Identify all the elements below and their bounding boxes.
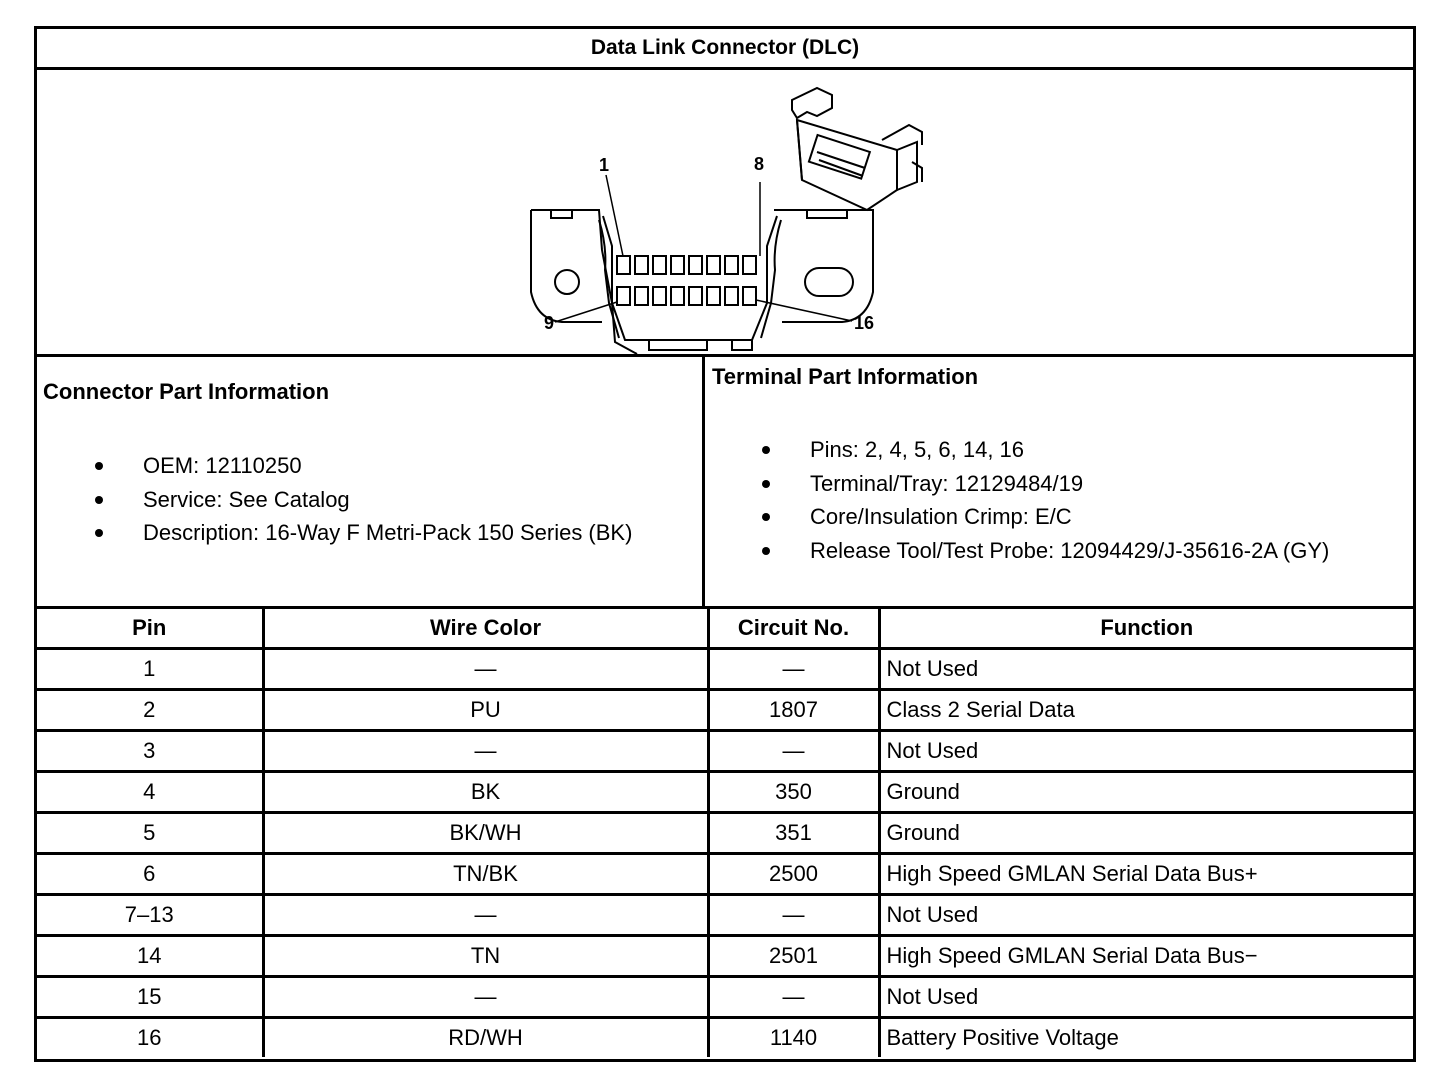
cell-wire-color: — xyxy=(263,977,708,1018)
leader-line-pin-9 xyxy=(555,302,617,322)
cell-circuit: — xyxy=(708,731,879,772)
connector-face xyxy=(531,210,873,354)
cell-wire-color: TN xyxy=(263,936,708,977)
connector-illustration xyxy=(37,70,1413,354)
cell-function: Battery Positive Voltage xyxy=(886,1025,1119,1050)
cell-circuit: 1140 xyxy=(708,1018,879,1058)
cell-wire-color: — xyxy=(263,731,708,772)
cell-circuit: — xyxy=(708,977,879,1018)
bullet-icon xyxy=(762,513,770,521)
cell-circuit: 2501 xyxy=(708,936,879,977)
cell-pin: 14 xyxy=(37,936,263,977)
table-row xyxy=(37,895,1413,936)
pin-label-9: 9 xyxy=(544,313,555,333)
cell-function: Not Used xyxy=(879,977,1413,1018)
connector-diagram xyxy=(37,70,1413,357)
cell-pin: 4 xyxy=(37,772,263,813)
bullet-icon xyxy=(762,480,770,488)
terminal-info-heading: Terminal Part Information xyxy=(712,364,979,389)
leader-line-pin-1 xyxy=(606,175,623,256)
cell-wire-color: PU xyxy=(263,690,708,731)
table-header-row xyxy=(37,609,1413,649)
cell-function: Ground xyxy=(879,813,1413,854)
table-row xyxy=(37,936,1413,977)
table-row xyxy=(37,649,1413,690)
pin-label-8: 8 xyxy=(754,154,765,174)
cell-wire-color: BK xyxy=(263,772,708,813)
cell-function: Not Used xyxy=(879,649,1413,690)
cell-circuit: 1807 xyxy=(708,690,879,731)
cell-pin: 15 xyxy=(37,977,263,1018)
pin-row-bottom xyxy=(617,287,756,305)
header-wire-color: Wire Color xyxy=(263,609,708,649)
connector-part-info: Connector Part Information OEM: 12110250 Service: See Catalog Description: 16-Way F Metri-Pack 150 Series (BK) xyxy=(37,357,705,606)
table-row xyxy=(37,854,1413,895)
cell-pin: 16 xyxy=(37,1018,263,1058)
cell-circuit: 350 xyxy=(708,772,879,813)
connector-3d-sketch xyxy=(792,88,922,210)
cell-function: High Speed GMLAN Serial Data Bus+ xyxy=(879,854,1413,895)
cell-circuit: — xyxy=(708,649,879,690)
pin-label-1: 1 xyxy=(599,155,610,175)
table-row xyxy=(37,1018,1413,1058)
leader-line-pin-16 xyxy=(756,300,852,321)
cell-wire-color: — xyxy=(263,649,708,690)
cell-pin: 7–13 xyxy=(37,895,263,936)
cell-circuit: 351 xyxy=(708,813,879,854)
table-row xyxy=(37,977,1413,1018)
cell-pin: 1 xyxy=(37,649,263,690)
cell-function: High Speed GMLAN Serial Data Bus− xyxy=(879,936,1413,977)
cell-pin: 6 xyxy=(37,854,263,895)
connector-info-heading: Connector Part Information xyxy=(43,379,330,404)
pin-row-top xyxy=(617,256,756,274)
cell-pin: 2 xyxy=(37,690,263,731)
pin-label-16: 16 xyxy=(854,313,875,333)
header-function: Function xyxy=(879,609,1413,649)
header-pin: Pin xyxy=(37,609,263,649)
header-circuit-no: Circuit No. xyxy=(708,609,879,649)
pin-table xyxy=(37,609,1413,1057)
bullet-icon xyxy=(95,529,103,537)
cell-wire-color: RD/WH xyxy=(263,1018,708,1058)
cell-wire-color: TN/BK xyxy=(263,854,708,895)
dlc-document xyxy=(34,26,1416,1062)
bullet-icon xyxy=(762,446,770,454)
cell-pin: 3 xyxy=(37,731,263,772)
table-row xyxy=(37,731,1413,772)
table-row xyxy=(37,813,1413,854)
cell-function: Class 2 Serial Data xyxy=(879,690,1413,731)
cell-circuit: 2500 xyxy=(708,854,879,895)
cell-wire-color: BK/WH xyxy=(263,813,708,854)
cell-function: Ground xyxy=(879,772,1413,813)
cell-pin: 5 xyxy=(37,813,263,854)
table-row xyxy=(37,690,1413,731)
table-row xyxy=(37,772,1413,813)
bullet-icon xyxy=(95,496,103,504)
cell-function: Not Used xyxy=(879,895,1413,936)
cell-wire-color: — xyxy=(263,895,708,936)
document-title: Data Link Connector (DLC) xyxy=(37,29,1413,70)
bullet-icon xyxy=(95,462,103,470)
cell-function: Not Used xyxy=(879,731,1413,772)
bullet-icon xyxy=(762,547,770,555)
cell-circuit: — xyxy=(708,895,879,936)
terminal-part-info: Terminal Part Information Pins: 2, 4, 5, 6, 14, 16 Terminal/Tray: 12129484/19 Core/Insulation Crimp: E/C Release Tool/Test Probe: 12094429/J-35616-2A (GY) xyxy=(712,364,1330,563)
